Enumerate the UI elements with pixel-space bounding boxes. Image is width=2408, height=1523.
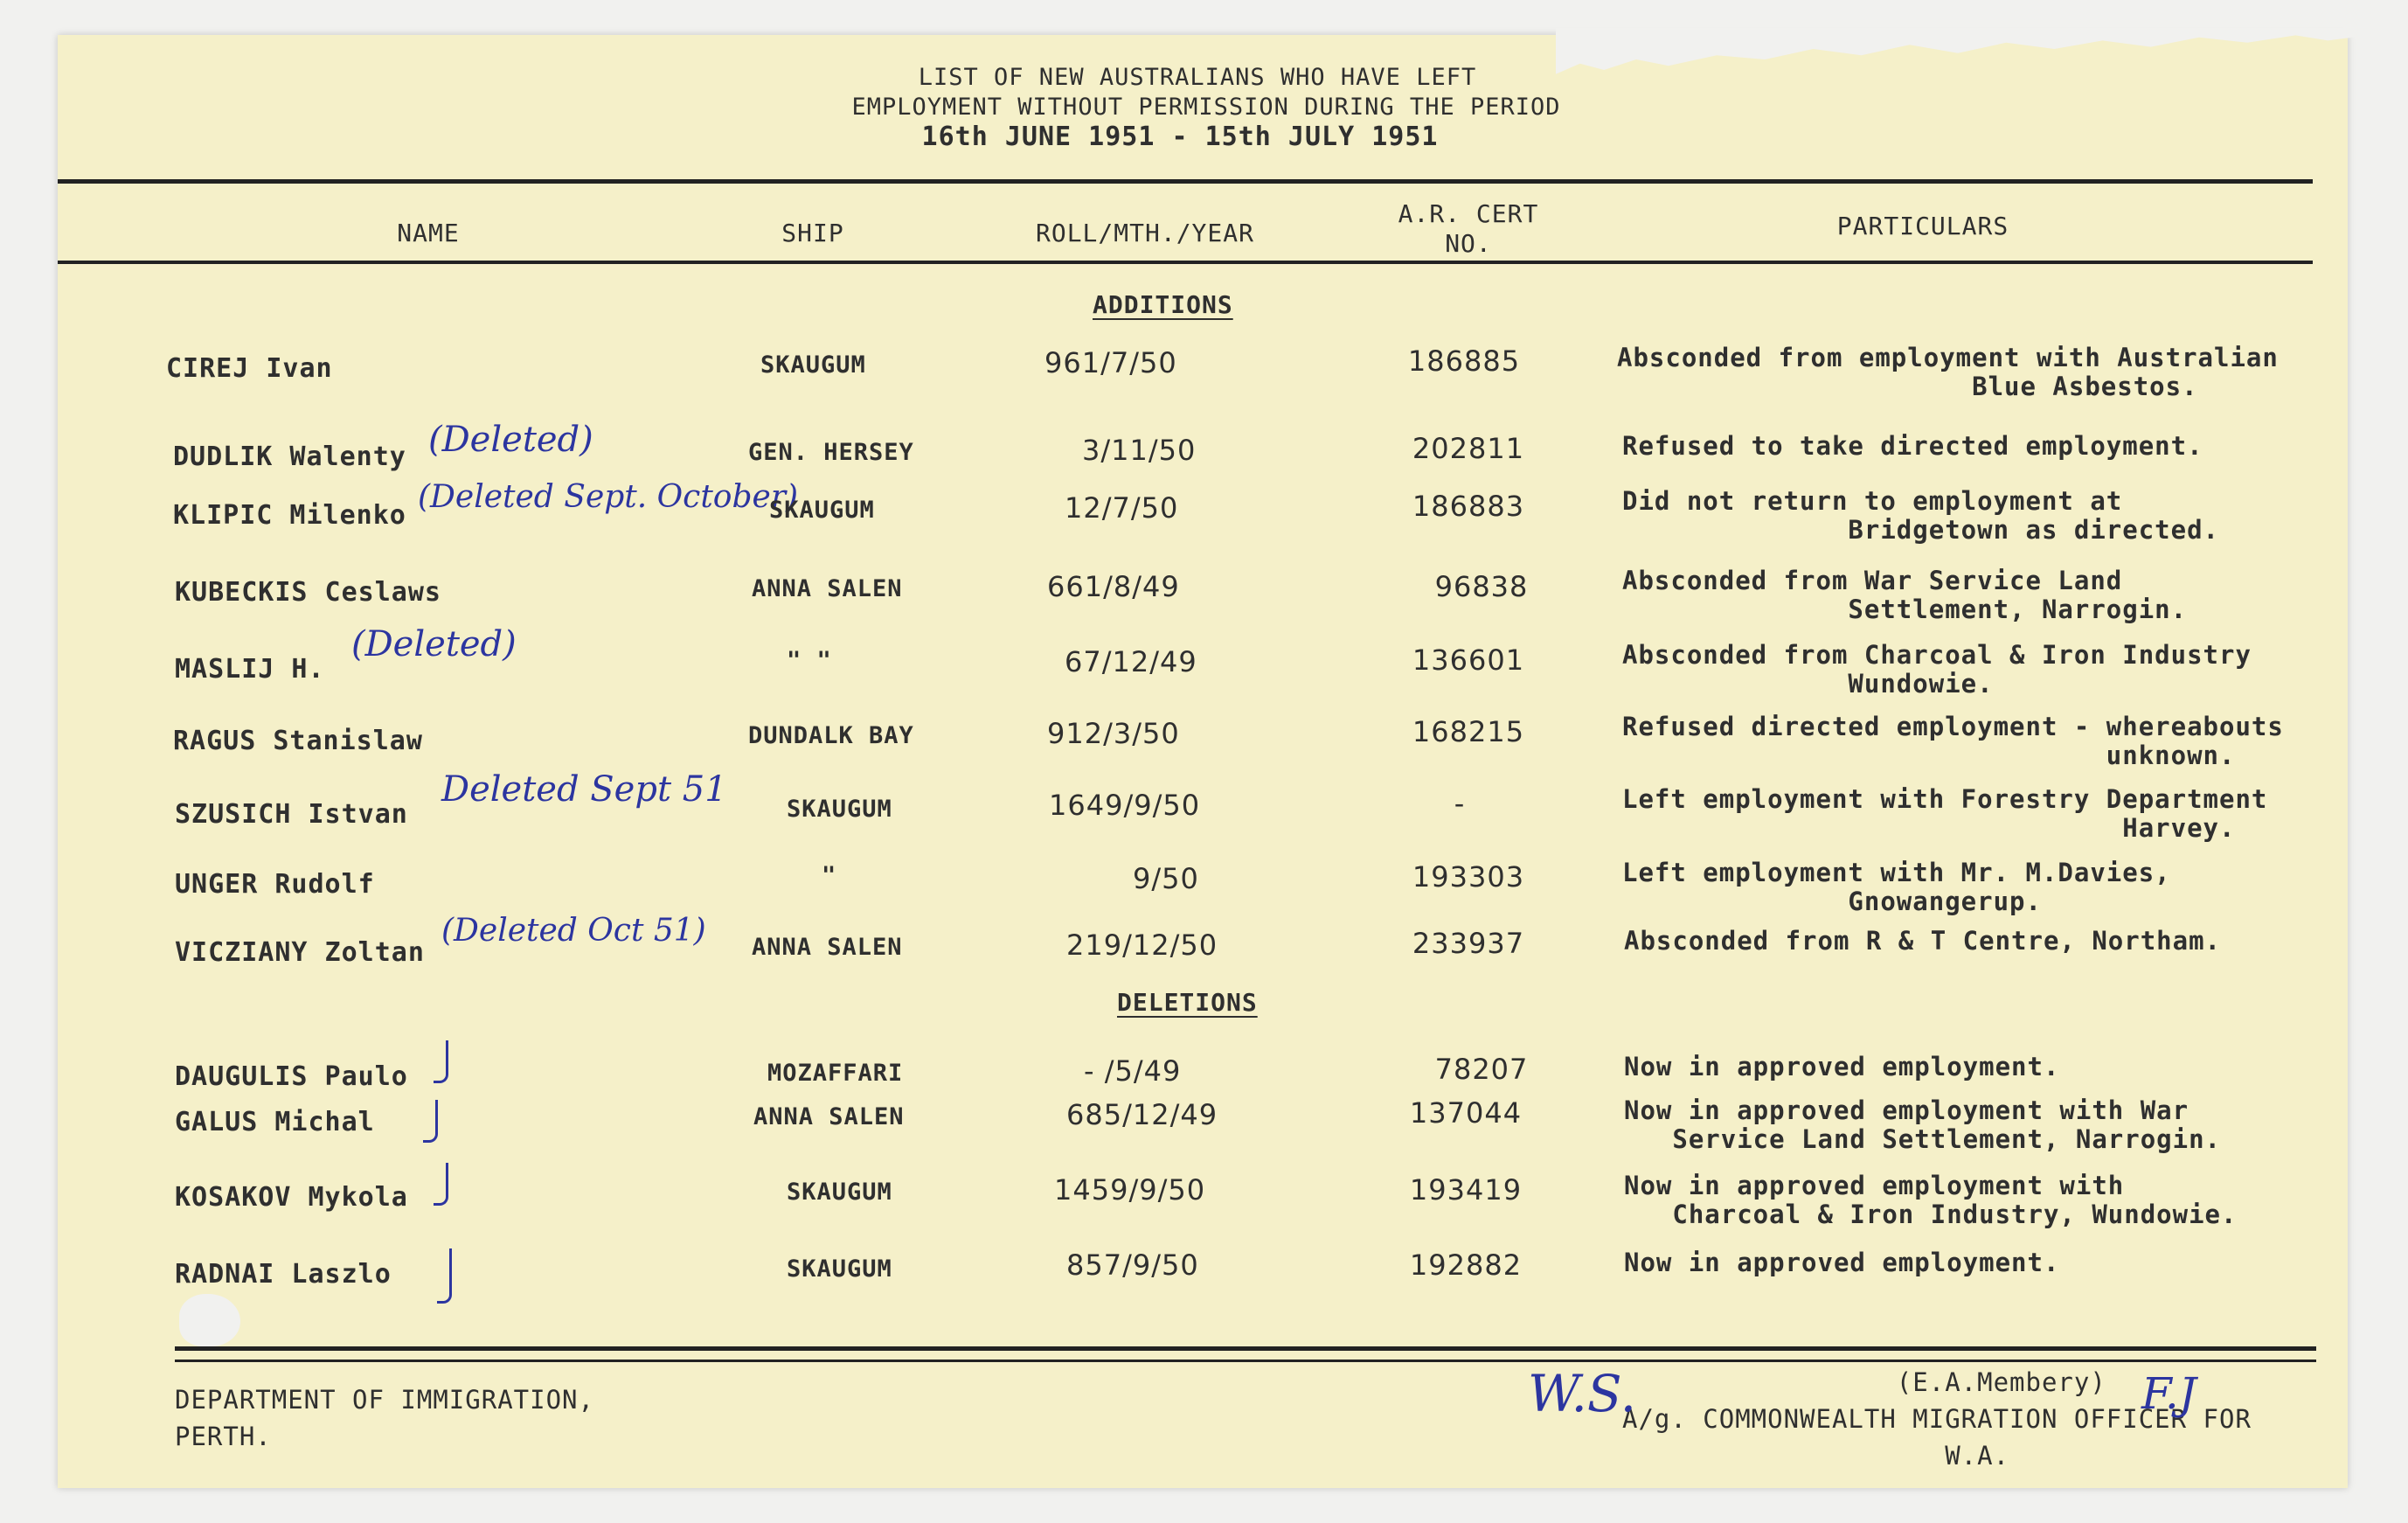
- header-rule-top: [58, 179, 2313, 184]
- handwritten-note: (Deleted Oct 51): [441, 913, 706, 949]
- row-roll: 12/7/50: [1065, 491, 1179, 525]
- checkmark-icon: [437, 1248, 452, 1304]
- row-roll: 1649/9/50: [1049, 789, 1201, 822]
- title-line-2: EMPLOYMENT WITHOUT PERMISSION DURING THE PERIOD: [851, 94, 1561, 121]
- row-name: UNGER Rudolf: [175, 869, 375, 900]
- row-name: VICZIANY Zoltan: [175, 937, 425, 968]
- row-particulars: Absconded from Charcoal & Iron Industry Wundowie.: [1622, 640, 2252, 699]
- row-ship: SKAUGUM: [760, 351, 866, 379]
- checkmark-icon: [423, 1100, 438, 1143]
- row-particulars: Now in approved employment with Charcoal & Iron Industry, Wundowie.: [1624, 1171, 2238, 1229]
- row-roll: 9/50: [1133, 862, 1199, 895]
- row-roll: 1459/9/50: [1054, 1173, 1206, 1207]
- signatory-block: (E.A.Membery) A/g. COMMONWEALTH MIGRATION OFFICER FOR W.A.: [1622, 1367, 2252, 1471]
- row-name: KOSAKOV Mykola: [175, 1182, 408, 1213]
- handwritten-initials: W.S.: [1528, 1364, 1637, 1423]
- header-ship: SHIP: [781, 219, 844, 247]
- row-particulars: Refused to take directed employment.: [1622, 431, 2203, 461]
- row-name: SZUSICH Istvan: [175, 799, 408, 830]
- header-rule-bottom: [58, 261, 2313, 264]
- row-roll: 857/9/50: [1066, 1248, 1199, 1282]
- row-ship: " ": [787, 647, 832, 674]
- row-roll: 661/8/49: [1047, 570, 1180, 603]
- row-particulars: Now in approved employment.: [1624, 1052, 2060, 1081]
- row-roll: 912/3/50: [1047, 717, 1180, 750]
- header-roll: ROLL/MTH./YEAR: [1035, 219, 1254, 247]
- header-name: NAME: [397, 219, 460, 247]
- row-cert: 137044: [1409, 1096, 1523, 1130]
- handwritten-note: Deleted Sept 51: [441, 769, 727, 810]
- row-roll: 961/7/50: [1044, 346, 1177, 379]
- row-name: RAGUS Stanislaw: [173, 726, 423, 756]
- row-cert: 136601: [1412, 643, 1525, 677]
- row-cert: 186883: [1412, 490, 1525, 523]
- row-cert: 168215: [1412, 715, 1525, 748]
- header-particulars: PARTICULARS: [1836, 212, 2009, 240]
- title-line-1: LIST OF NEW AUSTRALIANS WHO HAVE LEFT: [918, 64, 1477, 91]
- punch-hole: [179, 1294, 240, 1346]
- row-particulars: Left employment with Mr. M.Davies, Gnowangerup.: [1622, 858, 2171, 916]
- row-ship: MOZAFFARI: [767, 1060, 904, 1087]
- row-name: MASLIJ H.: [175, 654, 325, 685]
- checkmark-icon: [434, 1040, 448, 1083]
- row-cert: 193419: [1409, 1173, 1523, 1207]
- handwritten-note: (Deleted): [351, 624, 517, 664]
- row-particulars: Refused directed employment - whereabouts unknown.: [1622, 712, 2284, 770]
- row-cert: 192882: [1409, 1248, 1523, 1282]
- footer-rule-top: [175, 1346, 2316, 1351]
- row-ship: SKAUGUM: [787, 1179, 892, 1206]
- row-roll: 67/12/49: [1065, 645, 1197, 678]
- row-particulars: Left employment with Forestry Department Harvey.: [1622, 784, 2268, 843]
- row-name: GALUS Michal: [175, 1107, 375, 1137]
- row-cert: 202811: [1412, 432, 1525, 465]
- row-roll: - /5/49: [1084, 1054, 1182, 1088]
- row-ship: ": [822, 862, 837, 889]
- row-cert: 96838: [1434, 570, 1529, 603]
- row-ship: ANNA SALEN: [752, 575, 903, 602]
- row-cert: -: [1454, 787, 1466, 820]
- row-particulars: Absconded from R & T Centre, Northam.: [1624, 926, 2222, 956]
- title-line-3: 16th JUNE 1951 - 15th JULY 1951: [921, 122, 1439, 152]
- row-particulars: Now in approved employment.: [1624, 1248, 2060, 1277]
- handwritten-note: (Deleted): [428, 420, 593, 460]
- row-name: KLIPIC Milenko: [173, 500, 406, 531]
- row-name: DUDLIK Walenty: [173, 442, 406, 472]
- row-roll: 3/11/50: [1082, 434, 1197, 467]
- row-ship: SKAUGUM: [769, 497, 875, 524]
- row-roll: 685/12/49: [1066, 1098, 1218, 1131]
- row-cert: 186885: [1407, 344, 1521, 378]
- row-particulars: Did not return to employment at Bridgetown as directed.: [1622, 486, 2220, 545]
- handwritten-signature: F.J: [2141, 1368, 2196, 1419]
- row-name: DAUGULIS Paulo: [175, 1061, 408, 1092]
- checkmark-icon: [434, 1163, 448, 1206]
- section-deletions-label: DELETIONS: [1117, 988, 1258, 1017]
- header-cert: A.R. CERT NO.: [1398, 199, 1539, 258]
- row-ship: GEN. HERSEY: [748, 439, 914, 466]
- row-name: RADNAI Laszlo: [175, 1259, 392, 1290]
- department-address: DEPARTMENT OF IMMIGRATION, PERTH.: [175, 1385, 594, 1451]
- row-ship: ANNA SALEN: [752, 934, 903, 961]
- row-ship: DUNDALK BAY: [748, 722, 914, 749]
- handwritten-note: (Deleted Sept. October): [418, 479, 799, 515]
- row-name: CIREJ Ivan: [166, 353, 333, 384]
- row-ship: SKAUGUM: [787, 1255, 892, 1283]
- row-name: KUBECKIS Ceslaws: [175, 577, 441, 608]
- row-roll: 219/12/50: [1066, 928, 1218, 962]
- row-ship: SKAUGUM: [787, 796, 892, 823]
- row-ship: ANNA SALEN: [753, 1103, 905, 1130]
- row-cert: 193303: [1412, 860, 1525, 894]
- row-cert: 233937: [1412, 927, 1525, 960]
- row-particulars: Absconded from employment with Australian Blue Asbestos.: [1617, 343, 2279, 401]
- row-particulars: Now in approved employment with War Service Land Settlement, Narrogin.: [1624, 1095, 2222, 1154]
- row-particulars: Absconded from War Service Land Settlement, Narrogin.: [1622, 566, 2188, 624]
- row-cert: 78207: [1434, 1053, 1529, 1086]
- section-additions-label: ADDITIONS: [1093, 290, 1233, 319]
- footer-rule-bottom: [175, 1360, 2316, 1362]
